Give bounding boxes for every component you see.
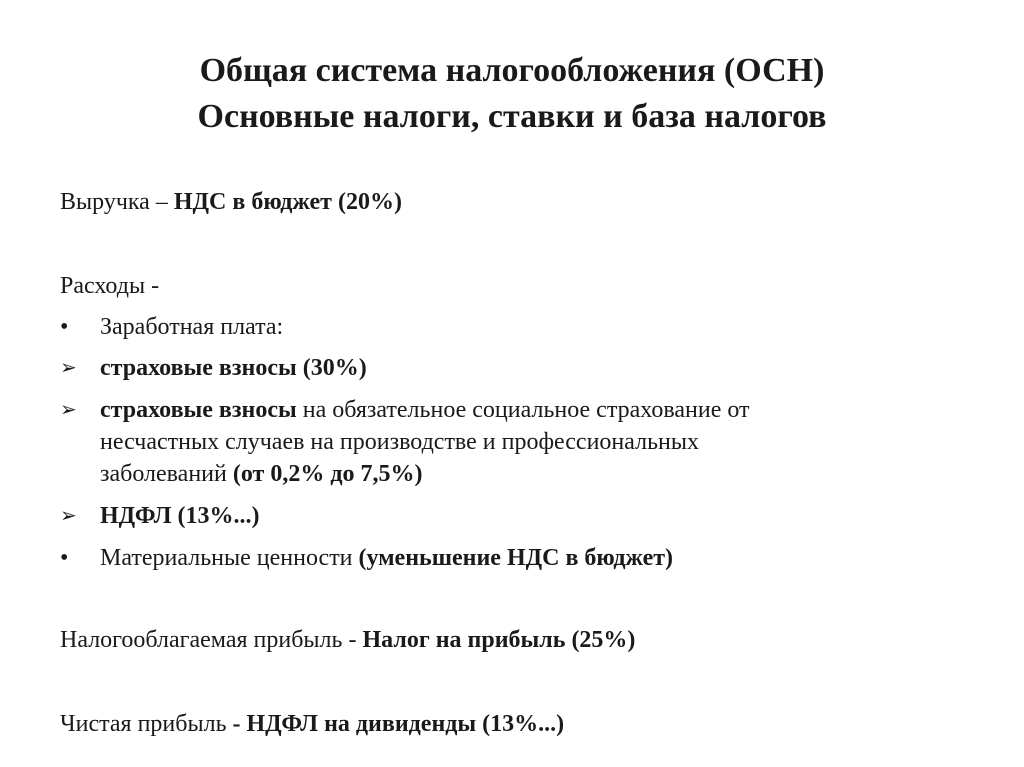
arrow-bullet-icon: ➢ [60, 357, 77, 379]
accident-insurance-bold: страховые взносы [100, 397, 297, 423]
accident-insurance-line-3 [100, 458, 422, 490]
taxable-profit-label: Налогооблагаемая прибыль - [60, 627, 363, 653]
title-line-2: Основные налоги, ставки и база налогов [197, 98, 827, 135]
accident-insurance-text-1: на обязательное социальное страхование от [296, 397, 750, 423]
revenue-tax: НДС в бюджет (20%) [173, 189, 402, 215]
materials-bold: (уменьшение НДС в бюджет) [358, 545, 674, 571]
accident-insurance-rate: (от 0,2% до 7,5%) [232, 461, 423, 487]
net-profit-line [60, 708, 564, 740]
accident-insurance-line-2: несчастных случаев на производстве и профессиональных [100, 429, 700, 455]
title-line-1: Общая система налогообложения (ОСН) [199, 52, 825, 89]
bullet-icon: • [60, 545, 69, 571]
net-profit-label: Чистая прибыль [60, 711, 233, 737]
arrow-bullet-icon: ➢ [60, 399, 77, 421]
taxable-profit-line [60, 624, 635, 656]
arrow-bullet-icon: ➢ [60, 505, 77, 527]
accident-insurance-text-3: заболеваний [100, 461, 233, 487]
revenue-line [60, 186, 402, 218]
accident-insurance-line-1 [100, 394, 750, 426]
insurance-text: страховые взносы (30%) [100, 355, 367, 381]
taxable-profit-tax: Налог на прибыль (25%) [362, 627, 636, 653]
materials-line [100, 542, 673, 574]
ndfl-text: НДФЛ (13%...) [100, 503, 260, 529]
materials-label: Материальные ценности [100, 545, 359, 571]
revenue-label: Выручка – [60, 189, 174, 215]
net-profit-tax: - НДФЛ на дивиденды (13%...) [232, 711, 565, 737]
bullet-icon: • [60, 314, 69, 340]
expenses-label: Расходы - [60, 273, 160, 299]
slide-title [0, 48, 1024, 140]
salary-label: Заработная плата: [100, 314, 284, 340]
